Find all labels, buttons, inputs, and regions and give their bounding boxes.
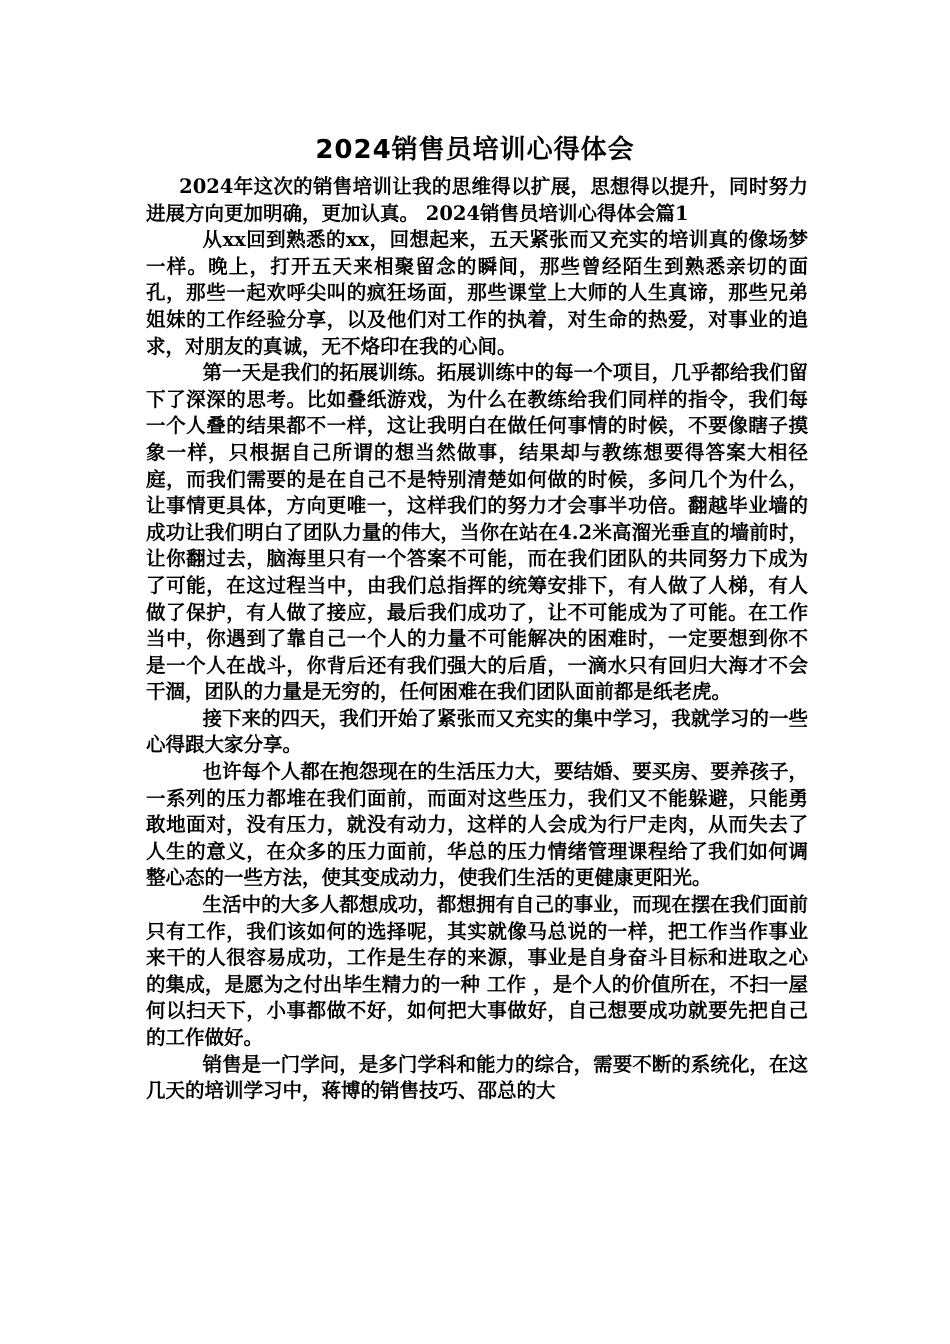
paragraph: 销售是一门学问，是多门学科和能力的综合，需要不断的系统化，在这几天的培训学习中，蒋博的销售技巧、邵总的大: [146, 1052, 808, 1103]
paragraph: 第一天是我们的拓展训练。拓展训练中的每一个项目，几乎都给我们留下了深深的思考。比如叠纸游戏，为什么在教练给我们同样的指令，我们每一个人叠的结果都不一样，这让我明白在做任何事情的时候，不要像瞎子摸象一样，只根据自己所谓的想当然做事，结果却与教练想要得答案大相径庭，而我们需要的是在自己不是特别清楚如何做的时候，多问几个为什么，让事情更具体，方向更唯一，这样我们的努力才会事半功倍。翻越毕业墙的成功让我们明白了团队力量的伟大，当你在站在4.2米高溜光垂直的墙前时，让你翻过去，脑海里只有一个答案不可能，而在我们团队的共同努力下成为了可能，在这过程当中，由我们总指挥的统筹安排下，有人做了人梯，有人做了保护，有人做了接应，最后我们成功了，让不可能成为了可能。在工作当中，你遇到了靠自己一个人的力量不可能解决的困难时，一定要想到你不是一个人在战斗，你背后还有我们强大的后盾，一滴水只有回归大海才不会干涸，团队的力量是无穷的，任何困难在我们团队面前都是纸老虎。: [146, 361, 808, 704]
paragraph: 接下来的四天，我们开始了紧张而又充实的集中学习，我就学习的一些心得跟大家分享。: [146, 706, 808, 757]
paragraph: 也许每个人都在抱怨现在的生活压力大，要结婚、要买房、要养孩子，一系列的压力都堆在我们面前，而面对这些压力，我们又不能躲避，只能勇敢地面对，没有压力，就没有动力，这样的人会成为行尸走肉，从而失去了人生的意义，在众多的压力面前，华总的压力情绪管理课程给了我们如何调整心态的一些方法，使其变成动力，使我们生活的更健康更阳光。: [146, 760, 808, 890]
paragraph-intro: 2024年这次的销售培训让我的思维得以扩展，思想得以提升，同时努力进展方向更加明确，更加认真。 2024销售员培训心得体会篇1: [146, 175, 808, 225]
document-title: 2024销售员培训心得体会: [315, 135, 635, 165]
paragraph: 生活中的大多人都想成功，都想拥有自己的事业，而现在摆在我们面前只有工作，我们该如何的选择呢，其实就像马总说的一样，把工作当作事业来干的人很容易成功，工作是生存的来源，事业是自身奋斗目标和进取之心的集成，是愿为之付出毕生精力的一种 工作 ，是个人的价值所在，不扫一屋何以扫天下，小事都做不好，如何把大事做好，自己想要成功就要先把自己的工作做好。: [146, 893, 809, 1049]
paragraph: 从xx回到熟悉的xx，回想起来，五天紧张而又充实的培训真的像场梦一样。晚上，打开五天来相聚留念的瞬间，那些曾经陌生到熟悉亲切的面孔，那些一起欢呼尖叫的疯狂场面，那些课堂上大师的人生真谛，那些兄弟姐妹的工作经验分享，以及他们对工作的执着，对生命的热爱，对事业的追求，对朋友的真诚，无不烙印在我的心间。: [146, 228, 808, 358]
document-body: [146, 174, 808, 1105]
